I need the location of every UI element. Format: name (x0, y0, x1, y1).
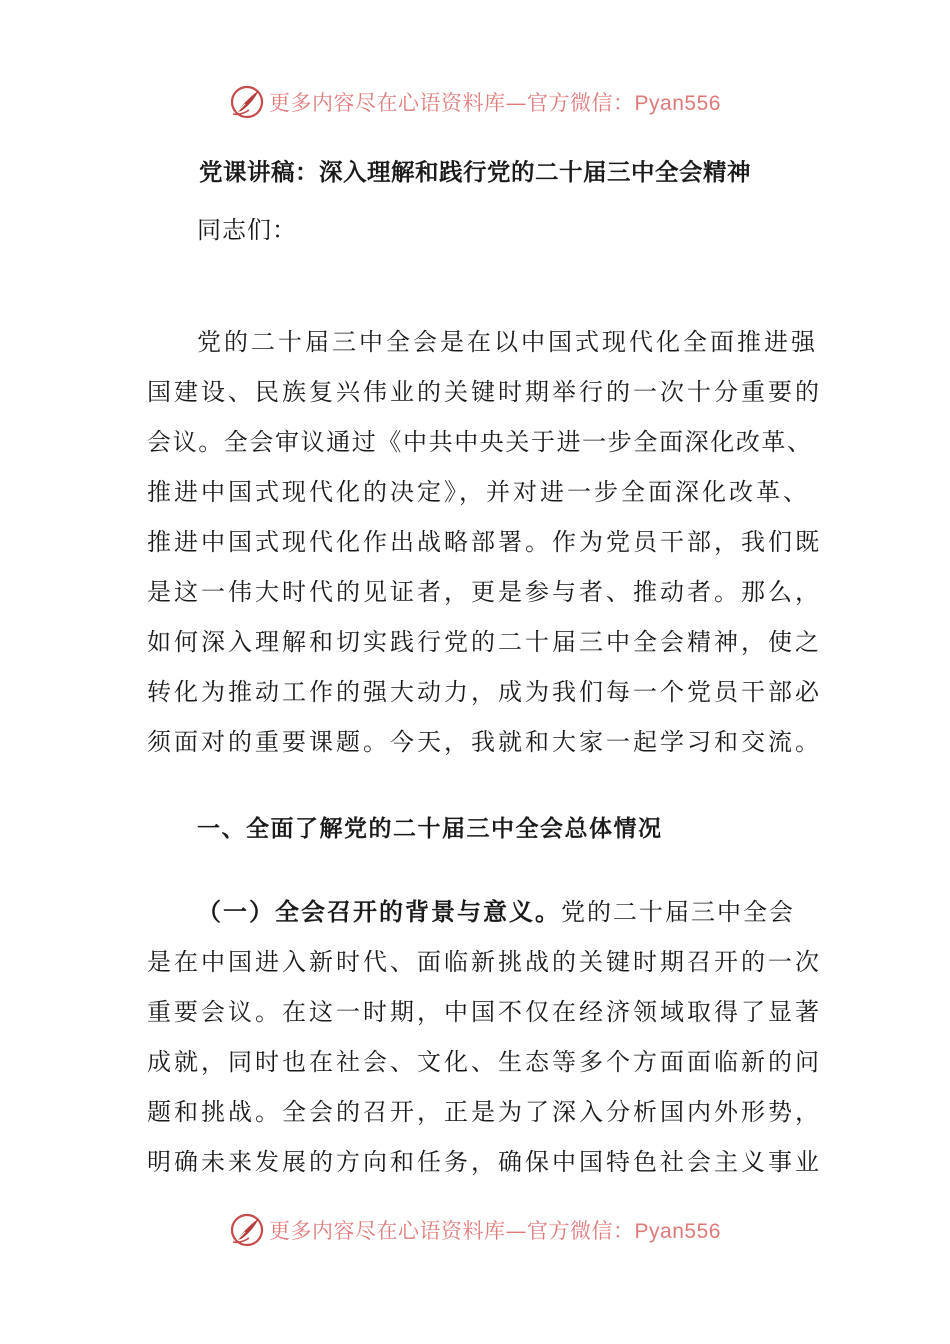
quill-logo-icon (229, 1212, 265, 1248)
paragraph-line: 如何深入理解和切实践行党的二十届三中全会精神，使之 (147, 628, 822, 656)
paragraph-line: 国建设、民族复兴伟业的关键时期举行的一次十分重要的 (147, 378, 822, 406)
subsection-first-line-rest: 党的二十届三中全会 (561, 898, 795, 926)
wechat-id: Pyan556 (634, 1220, 721, 1243)
subsection-paragraph (147, 887, 822, 1187)
greeting: 同志们： (197, 216, 297, 244)
document-title: 党课讲稿：深入理解和践行党的二十届三中全会精神 (199, 158, 751, 186)
watermark-banner-top (0, 82, 950, 122)
paragraph-line: 党的二十届三中全会是在以中国式现代化全面推进强 (197, 328, 818, 356)
paragraph-line: 是这一伟大时代的见证者，更是参与者、推动者。那么， (147, 578, 822, 606)
paragraph-line: 推进中国式现代化作出战略部署。作为党员干部，我们既 (147, 528, 822, 556)
section-heading: 一、全面了解党的二十届三中全会总体情况 (197, 815, 663, 842)
subsection-lead: （一）全会召开的背景与意义。 (197, 897, 561, 926)
intro-paragraph (147, 317, 822, 767)
paragraph-line: 明确未来发展的方向和任务，确保中国特色社会主义事业 (147, 1148, 822, 1176)
paragraph-line: 须面对的重要课题。今天，我就和大家一起学习和交流。 (147, 728, 822, 756)
paragraph-line: 是在中国进入新时代、面临新挑战的关键时期召开的一次 (147, 948, 822, 976)
watermark-text: 更多内容尽在心语资料库—官方微信：Pyan556 (269, 1219, 721, 1243)
paragraph-line: 转化为推动工作的强大动力，成为我们每一个党员干部必 (147, 678, 822, 706)
watermark-text: 更多内容尽在心语资料库—官方微信：Pyan556 (269, 91, 721, 115)
paragraph-line: 题和挑战。全会的召开，正是为了深入分析国内外形势， (147, 1098, 822, 1126)
watermark-banner-bottom (0, 1210, 950, 1250)
paragraph-line (147, 887, 807, 937)
wechat-id: Pyan556 (634, 92, 721, 115)
paragraph-line: 推进中国式现代化的决定》，并对进一步全面深化改革、 (147, 478, 810, 506)
paragraph-line: 会议。全会审议通过《中共中央关于进一步全面深化改革、 (147, 428, 813, 456)
paragraph-line: 成就，同时也在社会、文化、生态等多个方面面临新的问 (147, 1048, 822, 1076)
quill-logo-icon (229, 84, 265, 120)
paragraph-line: 重要会议。在这一时期，中国不仅在经济领域取得了显著 (147, 998, 822, 1026)
